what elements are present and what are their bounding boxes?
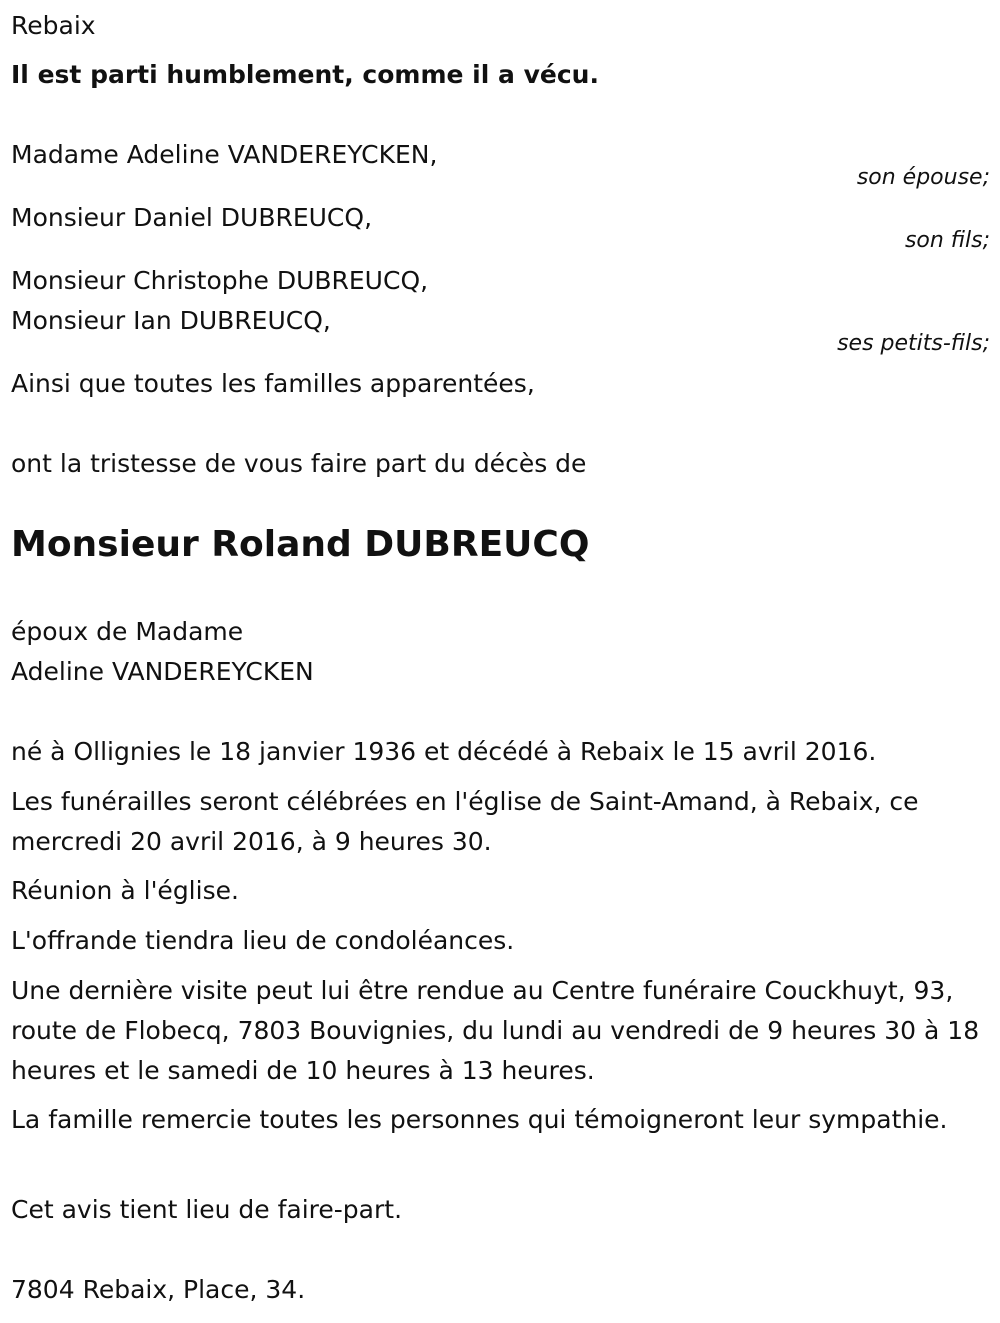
visit-details: Une dernière visite peut lui être rendue au Centre funéraire Couckhuyt, 93, route de Flobecq, 7803 Bouvignies, du lundi au vendredi de 9 heures 30 à 18 heures et le samedi de 10 heures à 13 heures. <box>11 976 980 1085</box>
family-member-1-name: Madame Adeline VANDEREYCKEN, <box>11 140 438 169</box>
family-member-1-role: son épouse; <box>856 165 990 190</box>
funeral-details: Les funérailles seront célébrées en l'église de Saint-Amand, à Rebaix, ce mercredi 20 avril 2016, à 9 heures 30. <box>11 787 919 856</box>
family-member-2-name: Monsieur Daniel DUBREUCQ, <box>11 203 373 232</box>
announcement-intro: ont la tristesse de vous faire part du décès de <box>11 449 587 478</box>
thanks-note: La famille remercie toutes les personnes qui témoigneront leur sympathie. <box>11 1105 948 1134</box>
notice-line: Cet avis tient lieu de faire-part. <box>11 1195 403 1224</box>
meeting-note: Réunion à l'église. <box>11 876 239 905</box>
address-line: 7804 Rebaix, Place, 34. <box>11 1275 306 1304</box>
birth-death-dates: né à Ollignies le 18 janvier 1936 et décédé à Rebaix le 15 avril 2016. <box>11 737 877 766</box>
family-member-3-name: Monsieur Christophe DUBREUCQ, <box>11 266 429 295</box>
tagline: Il est parti humblement, comme il a vécu. <box>11 60 599 89</box>
deceased-name: Monsieur Roland DUBREUCQ <box>11 524 590 565</box>
family-member-4-role: ses petits-fils; <box>837 331 990 356</box>
family-member-4-name: Monsieur Ian DUBREUCQ, <box>11 306 331 335</box>
spouse-line-1: époux de Madame <box>11 617 244 646</box>
relatives-line: Ainsi que toutes les familles apparentées, <box>11 369 535 398</box>
location-header: Rebaix <box>11 11 96 40</box>
spouse-line-2: Adeline VANDEREYCKEN <box>11 657 314 686</box>
family-member-2-role: son fils; <box>904 228 990 253</box>
offering-note: L'offrande tiendra lieu de condoléances. <box>11 926 515 955</box>
